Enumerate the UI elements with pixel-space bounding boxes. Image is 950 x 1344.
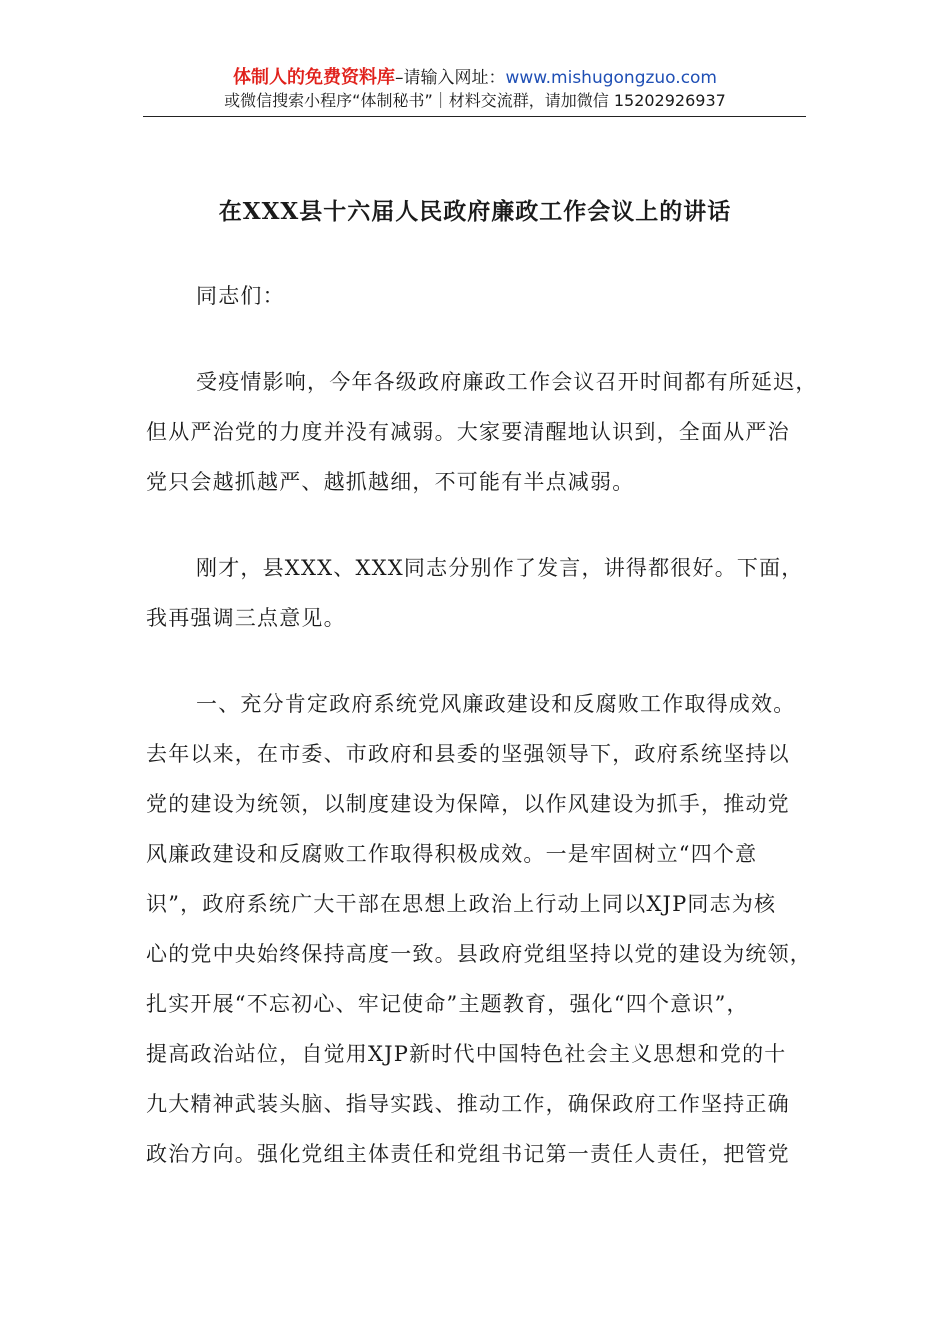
paragraph-line: 受疫情影响，今年各级政府廉政工作会议召开时间都有所延迟， [196,370,818,394]
paragraph-line: 去年以来，在市委、市政府和县委的坚强领导下，政府系统坚持以 [146,742,790,766]
paragraph-line: 九大精神武装头脑、指导实践、推动工作，确保政府工作坚持正确 [146,1092,790,1116]
salutation-paragraph [146,271,806,321]
header-line-1 [0,66,950,90]
paragraph-line: 刚才，县XXX、XXX同志分别作了发言，讲得都很好。下面， [196,556,804,580]
paragraph-line: 扎实开展“不忘初心、牢记使命”主题教育，强化“四个意识”， [146,992,749,1016]
paragraph-2 [146,543,806,643]
paragraph-line: 党的建设为统领，以制度建设为保障，以作风建设为抓手，推动党 [146,792,790,816]
paragraph-line: 党只会越抓越严、越抓越细，不可能有半点减弱。 [146,470,635,494]
page-header [0,66,950,112]
header-url-link[interactable]: www.mishugongzuo.com [505,68,717,88]
paragraph-line: 政治方向。强化党组主体责任和党组书记第一责任人责任，把管党 [146,1142,790,1166]
document-title: 在XXX县十六届人民政府廉政工作会议上的讲话 [218,198,732,225]
paragraph-1 [146,357,818,507]
paragraph-line: 提高政治站位，自觉用XJP新时代中国特色社会主义思想和党的十 [146,1042,787,1066]
paragraph-line: 心的党中央始终保持高度一致。县政府党组坚持以党的建设为统领， [146,942,812,966]
header-divider [143,116,806,117]
paragraph-line: 我再强调三点意见。 [146,606,346,630]
paragraph-3 [146,679,812,1179]
header-brand: 体制人的免费资料库 [232,67,395,88]
paragraph-line: 风廉政建设和反腐败工作取得积极成效。一是牢固树立“四个意 [146,842,758,866]
header-prompt: –请输入网址： [394,68,506,88]
header-line-2: 或微信搜索小程序“体制秘书”｜材料交流群，请加微信 15202926937 [224,91,726,110]
paragraph-line: 识”，政府系统广大干部在思想上政治上行动上同以XJP同志为核 [146,892,777,916]
paragraph-line: 但从严治党的力度并没有减弱。大家要清醒地认识到，全面从严治 [146,420,790,444]
paragraph-line: 一、充分肯定政府系统党风廉政建设和反腐败工作取得成效。 [196,692,796,716]
salutation: 同志们： [196,284,285,308]
